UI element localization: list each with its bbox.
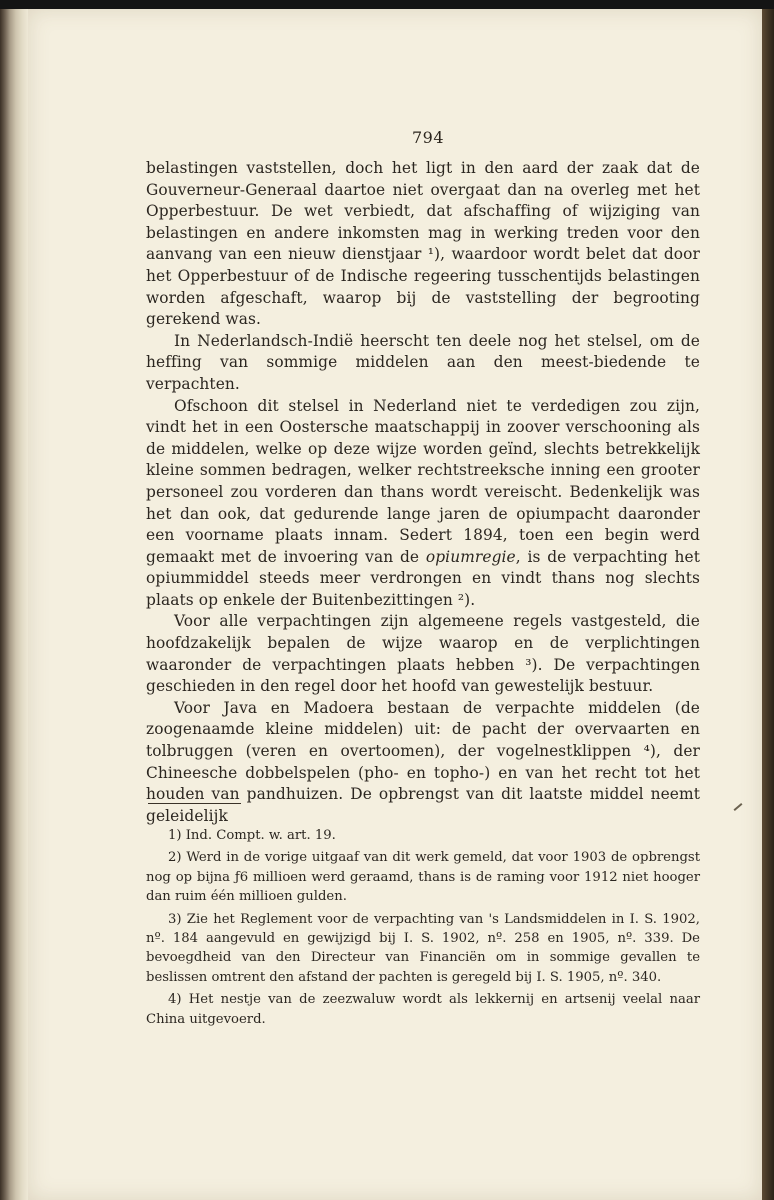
paragraph-4: Voor alle verpachtingen zijn algemeene regels vastgesteld, die hoofdzakelijk bepalen de wijze waarop en de verplichtingen waaronder de verpachtingen plaats hebben ³). De verpachtingen geschieden in den regel door het hoofd van gewestelijk bestuur. [146,612,700,696]
scan-top-edge [0,0,774,9]
footnote-4: 4) Het nestje van de zeezwaluw wordt als lekkernij en artsenij veelal naar China uitgevoerd. [146,992,700,1027]
paragraph-3-part-a: Ofschoon dit stelsel in Nederland niet te verdedigen zou zijn, vindt het in een Oostersche maatschappij in zoover verschooning als de middelen, welke op deze wijze worden geïnd, slechts betrekkelijk kleine sommen bedragen, welker rechtstreeksche inning een grooter personeel zou vorderen dan thans wordt vereischt. Bedenkelijk was het dan ook, dat gedurende lange jaren de opiumpacht daaronder een voorname plaats innam. Sedert 1894, toen een begin werd gemaakt met de invoering van de [146,396,700,566]
paragraph-5: Voor Java en Madoera bestaan de verpachte middelen (de zoogenaamde kleine middelen) uit: de pacht der overvaarten en tolbruggen (veren en overtoomen), der vogelnestklippen ⁴), der Chineesche dobbelspelen (pho- en topho-) en van het recht tot het houden van pandhuizen. De opbrengst van dit laatste middel neemt geleidelijk [146,698,700,825]
paragraph-1: belastingen vaststellen, doch het ligt in den aard der zaak dat de Gouverneur-Generaal daartoe niet overgaat dan na overleg met het Opperbestuur. De wet verbiedt, dat afschaffing of wijziging van belastingen en andere inkomsten mag in werking treden voor den aanvang van een nieuw dienstjaar ¹), waardoor wordt belet dat door het Opperbestuur of de Indische regeering tusschentijds belastingen worden afgeschaft, waarop bij de vaststelling der begrooting gerekend was. [146,159,700,329]
scan-right-edge [762,9,774,1200]
book-binding-gutter [0,9,28,1200]
opiumregie-italic: opiumregie [425,547,516,566]
main-text [146,158,700,827]
footnote-separator [148,803,241,804]
paragraph-3 [146,396,700,612]
page-number: 794 [412,128,445,147]
footnote-1: 1) Ind. Compt. w. art. 19. [168,828,336,843]
footnote-3: 3) Zie het Reglement voor de verpachting van 's Landsmiddelen in I. S. 1902, nº. 184 aangevuld en gewijzigd bij I. S. 1902, nº. 258 en 1905, nº. 339. De bevoegdheid van den Directeur van Financiën om in sommige gevallen te beslissen omtrent den afstand der pachten is geregeld bij I. S. 1905, nº. 340. [146,911,700,985]
paragraph-2: In Nederlandsch-Indië heerscht ten deele nog het stelsel, om de heffing van sommige middelen aan den meest-biedende te verpachten. [146,331,700,393]
footnote-2: 2) Werd in de vorige uitgaaf van dit werk gemeld, dat voor 1903 de opbrengst nog op bijna ƒ6 millioen werd geraamd, thans is de raming voor 1912 niet hooger dan ruim één millioen gulden. [146,850,700,905]
footnotes [146,826,700,1032]
paragraph-3-part-b: , is de verpachting het opiummiddel steeds meer verdrongen en vindt thans nog slechts plaats op enkele der Buitenbezittingen ²). [146,547,700,609]
